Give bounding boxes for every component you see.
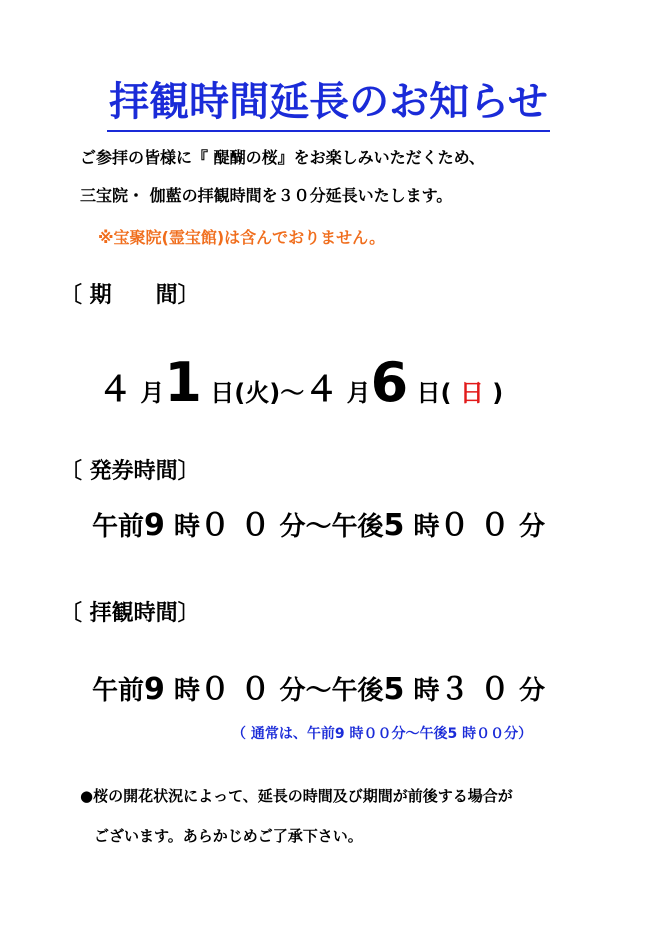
visit-close-hour-label: 時 bbox=[413, 676, 440, 706]
visit-open-min: ０ ０ bbox=[199, 672, 271, 707]
visit-close-min: ３ ０ bbox=[439, 672, 510, 707]
ticket-am: 午前 bbox=[92, 512, 145, 542]
visit-hours bbox=[92, 670, 545, 711]
period-heading: 〔 期 間〕 bbox=[60, 283, 200, 308]
footer-note-line-2: ございます。あらかじめご了承下さい。 bbox=[94, 827, 363, 845]
footer-note-line-1: ●桜の開花状況によって、延長の時間及び期間が前後する場合が bbox=[80, 787, 513, 805]
ticket-hours bbox=[92, 506, 545, 547]
end-day-label: 日 bbox=[416, 379, 441, 407]
ticket-hour-label: 時 bbox=[173, 512, 200, 542]
visit-am: 午前 bbox=[92, 676, 145, 706]
visit-min-label: 分 bbox=[279, 676, 306, 706]
visit-close-min-label: 分 bbox=[519, 676, 546, 706]
start-day: 1 bbox=[164, 351, 202, 414]
ticket-open-min: ０ ０ bbox=[199, 508, 271, 543]
visit-close-hour: 5 bbox=[383, 672, 405, 707]
visit-tilde: ～ bbox=[305, 676, 332, 706]
start-weekday: 火 bbox=[245, 379, 270, 407]
usual-hours-note: （ 通常は、午前9 時００分～午後5 時００分） bbox=[232, 726, 533, 742]
start-day-label: 日 bbox=[210, 379, 235, 407]
end-weekday-open: ( bbox=[440, 379, 452, 407]
intro-line-2: 三宝院・ 伽藍の拝観時間を３０分延長いたします。 bbox=[80, 186, 453, 205]
ticket-open-hour: 9 bbox=[144, 508, 165, 543]
visit-pm: 午後 bbox=[331, 676, 384, 706]
exclusion-notice: ※宝聚院(霊宝館)は含んでおりません。 bbox=[98, 228, 386, 247]
end-day: 6 bbox=[370, 351, 409, 414]
ticket-close-hour-label: 時 bbox=[413, 512, 440, 542]
period-tilde: ～ bbox=[280, 379, 305, 407]
start-month-label: 月 bbox=[140, 379, 165, 407]
page-title bbox=[0, 78, 657, 132]
ticket-min-label: 分 bbox=[279, 512, 306, 542]
ticket-tilde: ～ bbox=[305, 512, 332, 542]
ticket-close-hour: 5 bbox=[383, 508, 405, 543]
start-weekday-open: ( bbox=[234, 379, 246, 407]
ticket-close-min-label: 分 bbox=[519, 512, 546, 542]
visit-open-hour: 9 bbox=[144, 672, 165, 707]
ticket-pm: 午後 bbox=[331, 512, 384, 542]
end-month-label: 月 bbox=[346, 379, 371, 407]
end-weekday: 日 bbox=[459, 379, 484, 407]
end-weekday-close: ) bbox=[492, 379, 504, 407]
ticket-hours-heading: 〔 発券時間〕 bbox=[60, 459, 200, 484]
page-title-text: 拝観時間延長のお知らせ bbox=[107, 78, 550, 132]
period-dates bbox=[98, 348, 503, 428]
visit-hours-heading: 〔 拝観時間〕 bbox=[60, 601, 200, 626]
ticket-close-min: ０ ０ bbox=[439, 508, 510, 543]
visit-hour-label: 時 bbox=[173, 676, 200, 706]
start-weekday-close: ) bbox=[269, 379, 281, 407]
end-month: ４ bbox=[304, 370, 339, 410]
intro-line-1: ご参拝の皆様に『 醍醐の桜』をお楽しみいただくため、 bbox=[80, 148, 485, 167]
start-month: ４ bbox=[98, 370, 132, 410]
